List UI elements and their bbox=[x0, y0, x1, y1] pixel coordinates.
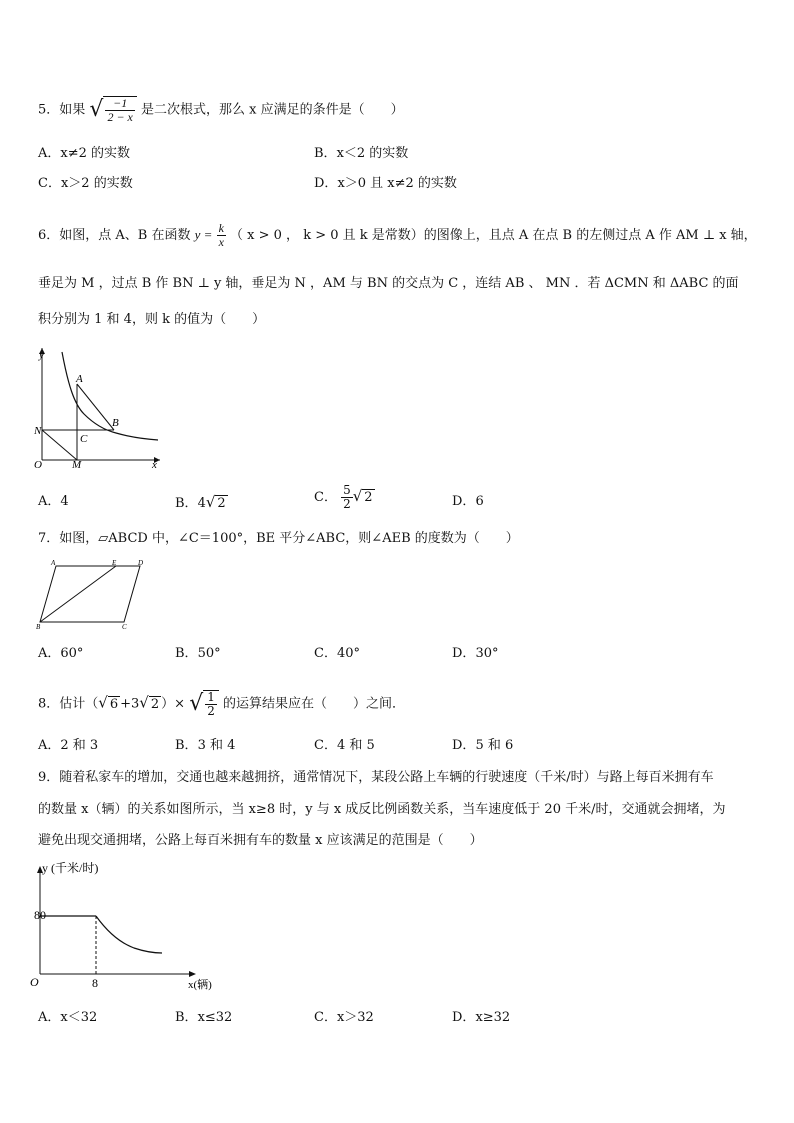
q8-option-d[interactable]: D．5 和 6 bbox=[452, 738, 514, 753]
question-6-line-2: 垂足为 M ，过点 B 作 BN ⊥ y 轴，垂足为 N ，AM 与 BN 的交点为 C ，连结 AB 、 MN ．若 ΔCMN 和 ΔABC 的面 bbox=[38, 276, 739, 291]
q7-option-c[interactable]: C．40° bbox=[314, 646, 360, 661]
q7-option-b[interactable]: B．50° bbox=[175, 646, 221, 661]
question-7: 7．如图，▱ABCD 中，∠C＝100°，BE 平分∠ABC，则∠AEB 的度数为（ ） bbox=[38, 531, 519, 546]
q6-function-fraction: $\frac{k}{x}$ bbox=[218, 221, 224, 249]
q7-label-e: E bbox=[112, 559, 117, 567]
q7-label-a: A bbox=[51, 559, 56, 567]
question-5 bbox=[38, 96, 404, 124]
q6-option-d[interactable]: D．6 bbox=[452, 494, 484, 509]
q8-option-c[interactable]: C．4 和 5 bbox=[314, 738, 375, 753]
q7-option-d[interactable]: D．30° bbox=[452, 646, 499, 661]
q7-figure bbox=[34, 558, 152, 630]
q5-option-a[interactable]: A．x≠2 的实数 bbox=[38, 146, 131, 161]
q5-option-d[interactable]: D．x＞0 且 x≠2 的实数 bbox=[314, 176, 457, 191]
q9-label-x-axis: x(辆) bbox=[188, 979, 212, 991]
question-9-line-3: 避免出现交通拥堵，公路上每百米拥有车的数量 x 应该满足的范围是（ ） bbox=[38, 833, 483, 848]
q7-option-a[interactable]: A．60° bbox=[38, 646, 84, 661]
q9-figure bbox=[30, 856, 222, 994]
q9-option-a[interactable]: A．x＜32 bbox=[38, 1010, 98, 1025]
q9-option-d[interactable]: D．x≥32 bbox=[452, 1010, 511, 1025]
q6-option-c[interactable]: C． $\frac{5}{2}$ √ 2 bbox=[314, 483, 373, 511]
q9-option-c[interactable]: C．x＞32 bbox=[314, 1010, 374, 1025]
q7-label-b: B bbox=[36, 623, 41, 630]
q8-radical: √ $\frac{1}{2}$ bbox=[189, 690, 219, 718]
q7-label-d: D bbox=[138, 559, 144, 567]
question-9-line-1: 9．随着私家车的增加，交通也越来越拥挤，通常情况下，某段公路上车辆的行驶速度（千米/时）与路上每百米拥有车 bbox=[38, 770, 714, 785]
q6-label-o: O bbox=[34, 459, 42, 470]
q5-prefix: 5．如果 bbox=[38, 102, 86, 118]
q9-label-y-axis: y (千米/时) bbox=[42, 861, 99, 875]
question-6-line-3: 积分别为 1 和 4，则 k 的值为（ ） bbox=[38, 312, 266, 327]
q6-label-c: C bbox=[80, 433, 88, 445]
q5-suffix: 是二次根式，那么 x 应满足的条件是（ ） bbox=[141, 102, 404, 118]
q6-label-m: M bbox=[72, 459, 82, 470]
q8-option-b[interactable]: B．3 和 4 bbox=[175, 738, 236, 753]
question-6-line-1: 6．如图，点 A、B 在函数 y = $\frac{k}{x}$ （ x > 0 ， k > 0 且 k 是常数）的图像上，且点 A 在点 B 的左侧过点 A 作 AM ⊥ x 轴， bbox=[38, 221, 757, 249]
q5-option-b[interactable]: B．x＜2 的实数 bbox=[314, 146, 409, 161]
q5-fraction: $\frac{-1}{2 - x}$ bbox=[107, 96, 133, 124]
q6-option-c-fraction: $\frac{5}{2}$ bbox=[343, 483, 351, 511]
q6-option-b[interactable]: B．4√ 2 bbox=[175, 493, 226, 511]
q6-figure bbox=[34, 344, 166, 470]
q6-label-x: x bbox=[152, 459, 157, 470]
q9-label-80: 80 bbox=[34, 908, 46, 922]
q9-label-8: 8 bbox=[92, 976, 98, 990]
q5-radical: √ $\frac{-1}{2 - x}$ bbox=[89, 96, 136, 124]
q5-option-c[interactable]: C．x＞2 的实数 bbox=[38, 176, 133, 191]
q7-label-c: C bbox=[122, 623, 127, 630]
q9-option-b[interactable]: B．x≤32 bbox=[175, 1010, 233, 1025]
q8-option-a[interactable]: A．2 和 3 bbox=[38, 738, 99, 753]
q8-fraction: $\frac{1}{2}$ bbox=[207, 690, 215, 718]
q6-label-a: A bbox=[76, 373, 83, 385]
q6-label-y: y bbox=[39, 349, 44, 361]
question-8: 8．估计（√ 6 +3√ 2 ）× √ $\frac{1}{2}$ 的运算结果应在（ ）之间． bbox=[38, 690, 406, 718]
q6-label-b: B bbox=[112, 417, 119, 429]
question-9-line-2: 的数量 x（辆）的关系如图所示，当 x≥8 时，y 与 x 成反比例函数关系，当车速度低于 20 千米/时，交通就会拥堵，为 bbox=[38, 802, 726, 817]
q6-option-a[interactable]: A．4 bbox=[38, 494, 69, 509]
q6-label-n: N bbox=[34, 425, 42, 437]
q9-label-o: O bbox=[30, 975, 39, 989]
